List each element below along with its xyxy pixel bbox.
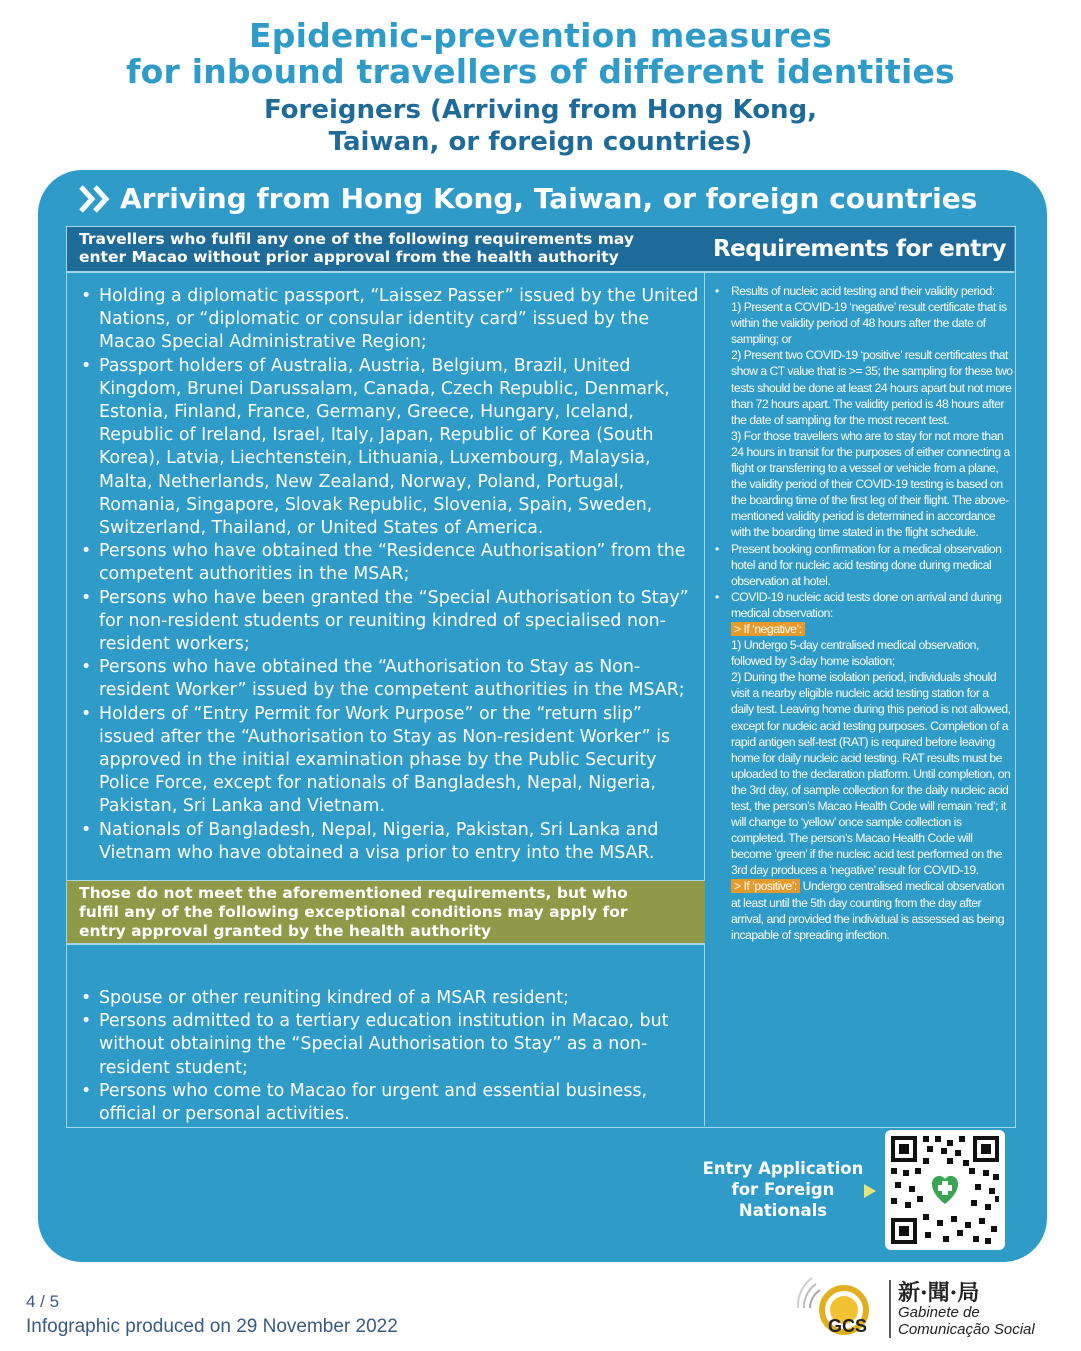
requirement-subitem: 1) Undergo 5-day centralised medical observation, followed by 3-day home isolation; — [731, 638, 979, 669]
entry-requirements-text — [713, 283, 1013, 943]
double-chevron-icon — [78, 183, 112, 215]
entry-label-line1: Entry Application — [702, 1159, 864, 1178]
page-number: 4 / 5 — [26, 1292, 60, 1311]
qr-code[interactable] — [885, 1130, 1005, 1250]
panel-heading-text: Arriving from Hong Kong, Taiwan, or foreign countries — [120, 182, 978, 215]
list-item: • Spouse or other reuniting kindred of a MSAR resident; — [79, 987, 699, 1010]
exceptional-conditions-list — [79, 987, 699, 1126]
list-item: • Passport holders of Australia, Austria, Belgium, Brazil, United Kingdom, Brunei Darussalam, Canada, Czech Republic, Denmark, Estonia, Finland, France, Germany, Greece, Hungary, Iceland, Republic of Ireland, Israel, Italy, Japan, Republic of Korea (South Korea), Latvia, Liechtenstein, Lithuania, Luxembourg, Malaysia, Malta, Netherlands, New Zealand, Norway, Poland, Portugal, Romania, Singapore, Slovak Republic, Slovenia, Spain, Sweden, Switzerland, Thailand, or United States of America. — [79, 355, 699, 541]
left-column-header — [67, 227, 705, 271]
requirement-item: • Results of nucleic acid testing and their validity period: — [713, 283, 1013, 299]
requirement-item: • COVID-19 nucleic acid tests done on arrival and during medical observation: — [713, 589, 1013, 621]
requirement-subitem: 2) During the home isolation period, individuals should visit a nearby eligible nucleic acid testing station for a daily test. Leaving home during this period is not allowed, except for nucleic acid testing purposes. Completion of a rapid antigen self-test (RAT) is required before leaving home for daily nucleic acid testing. RAT results must be uploaded to the declaration platform. Until completion, on the 3rd day, of sample collection for the daily nucleic acid test, the person’s Macao Health Code will remain ‘red’; it will change to ‘yellow’ once sample collection is completed. The person’s Macao Health Code will become ‘green’ if the nucleic acid test performed on the 3rd day produces a ‘negative’ result for COVID-19. — [731, 670, 1011, 878]
divider — [705, 271, 1014, 273]
negative-label: > If ‘negative’: — [731, 622, 805, 636]
list-item: • Persons admitted to a tertiary education institution in Macao, but without obtaining the “Special Authorisation to Stay” as a non-resident student; — [79, 1010, 699, 1080]
positive-text: Undergo centralised medical observation at least until the 5th day counting from the day after arrival, and provided the individual is assessed as being incapable of spreading infection. — [731, 879, 1005, 942]
divider — [67, 271, 705, 273]
left-column — [67, 227, 705, 1126]
requirement-subitem: 1) Present a COVID-19 ‘negative’ result certificate that is within the validity period of 48 hours after the date of sampling; or — [731, 300, 1007, 347]
list-item: • Holding a diplomatic passport, “Laissez Passer” issued by the United Nations, or “diplomatic or consular identity card” issued by the Macao Special Administrative Region; — [79, 285, 699, 355]
entry-label-line3: Nationals — [738, 1201, 828, 1220]
list-item: • Persons who come to Macao for urgent and essential business, official or personal activities. — [79, 1080, 699, 1126]
page-subtitle-line1: Foreigners (Arriving from Hong Kong, — [263, 95, 818, 125]
list-item: • Holders of “Entry Permit for Work Purpose” or the “return slip” issued after the “Authorisation to Stay as Non-resident Worker” is approved in the initial examination phase by the Public Security Police Force, except for nationals of Bangladesh, Nepal, Nigeria, Pakistan, Sri Lanka and Vietnam. — [79, 703, 699, 819]
second-header-line3: entry approval granted by the health authority — [79, 922, 492, 940]
requirement-item: • Present booking confirmation for a medical observation hotel and for nucleic acid testing done during medical observation at hotel. — [713, 541, 1013, 589]
arrow-right-icon — [864, 1184, 876, 1198]
page-title-line1: Epidemic-prevention measures — [249, 16, 832, 55]
list-item: • Nationals of Bangladesh, Nepal, Nigeria, Pakistan, Sri Lanka and Vietnam who have obtained a visa prior to entry into the MSAR. — [79, 819, 699, 865]
eligible-travellers-list — [79, 285, 699, 865]
entry-application-label — [698, 1158, 868, 1221]
positive-label: > If ‘positive’: — [731, 879, 800, 893]
right-column-header: Requirements for entry — [705, 227, 1014, 271]
entry-label-line2: for Foreign — [731, 1180, 835, 1199]
second-header-line1: Those do not meet the aforementioned requirements, but who — [79, 884, 628, 902]
left-header-line1: Travellers who fulfil any one of the following requirements may — [79, 230, 634, 248]
page-subtitle-line2: Taiwan, or foreign countries) — [328, 127, 753, 157]
requirement-subitem: 2) Present two COVID-19 ‘positive’ result certificates that show a CT value that is >= 35; the sampling for these two tests should be done at least 24 hours apart but not more than 72 hours apart. The validity period is 48 hours after the date of sampling for the most recent test. — [731, 348, 1013, 427]
panel-heading — [78, 182, 977, 215]
list-item: • Persons who have obtained the “Authorisation to Stay as Non-resident Worker” issued by the competent authorities in the MSAR; — [79, 656, 699, 702]
requirements-table — [66, 226, 1016, 1128]
svg-text:GCS: GCS — [828, 1316, 868, 1336]
production-date: Infographic produced on 29 November 2022 — [26, 1316, 398, 1337]
right-column — [705, 227, 1014, 1126]
requirement-subitem: 3) For those travellers who are to stay for not more than 24 hours in transit for the purposes of either connecting a flight or transferring to a vessel or vehicle from a plane, the validity period of their COVID-19 testing is based on the boarding time of the first leg of their flight. The above-mentioned validity period is determined in accordance with the boarding time stated in the flight schedule. — [731, 428, 1010, 540]
list-item: • Persons who have been granted the “Special Authorisation to Stay” for non-resident students or reuniting kindred of specialised non-resident workers; — [79, 587, 699, 657]
page-header — [0, 18, 1081, 158]
logo-chinese-name: 新·聞·局 — [898, 1280, 980, 1306]
second-header-line2: fulfil any of the following exceptional conditions may apply for — [79, 903, 628, 921]
logo-portuguese-name-line1: Gabinete de — [898, 1304, 980, 1321]
qr-code-icon — [885, 1130, 1005, 1250]
divider — [67, 943, 705, 945]
exceptional-conditions-header — [67, 881, 705, 943]
info-panel — [38, 170, 1047, 1262]
logo-portuguese-name-line2: Comunicação Social — [898, 1321, 1035, 1338]
list-item: • Persons who have obtained the “Residence Authorisation” from the competent authorities in the MSAR; — [79, 540, 699, 586]
page-title-line2: for inbound travellers of different identities — [126, 52, 955, 91]
left-header-line2: enter Macao without prior approval from the health authority — [79, 248, 619, 266]
